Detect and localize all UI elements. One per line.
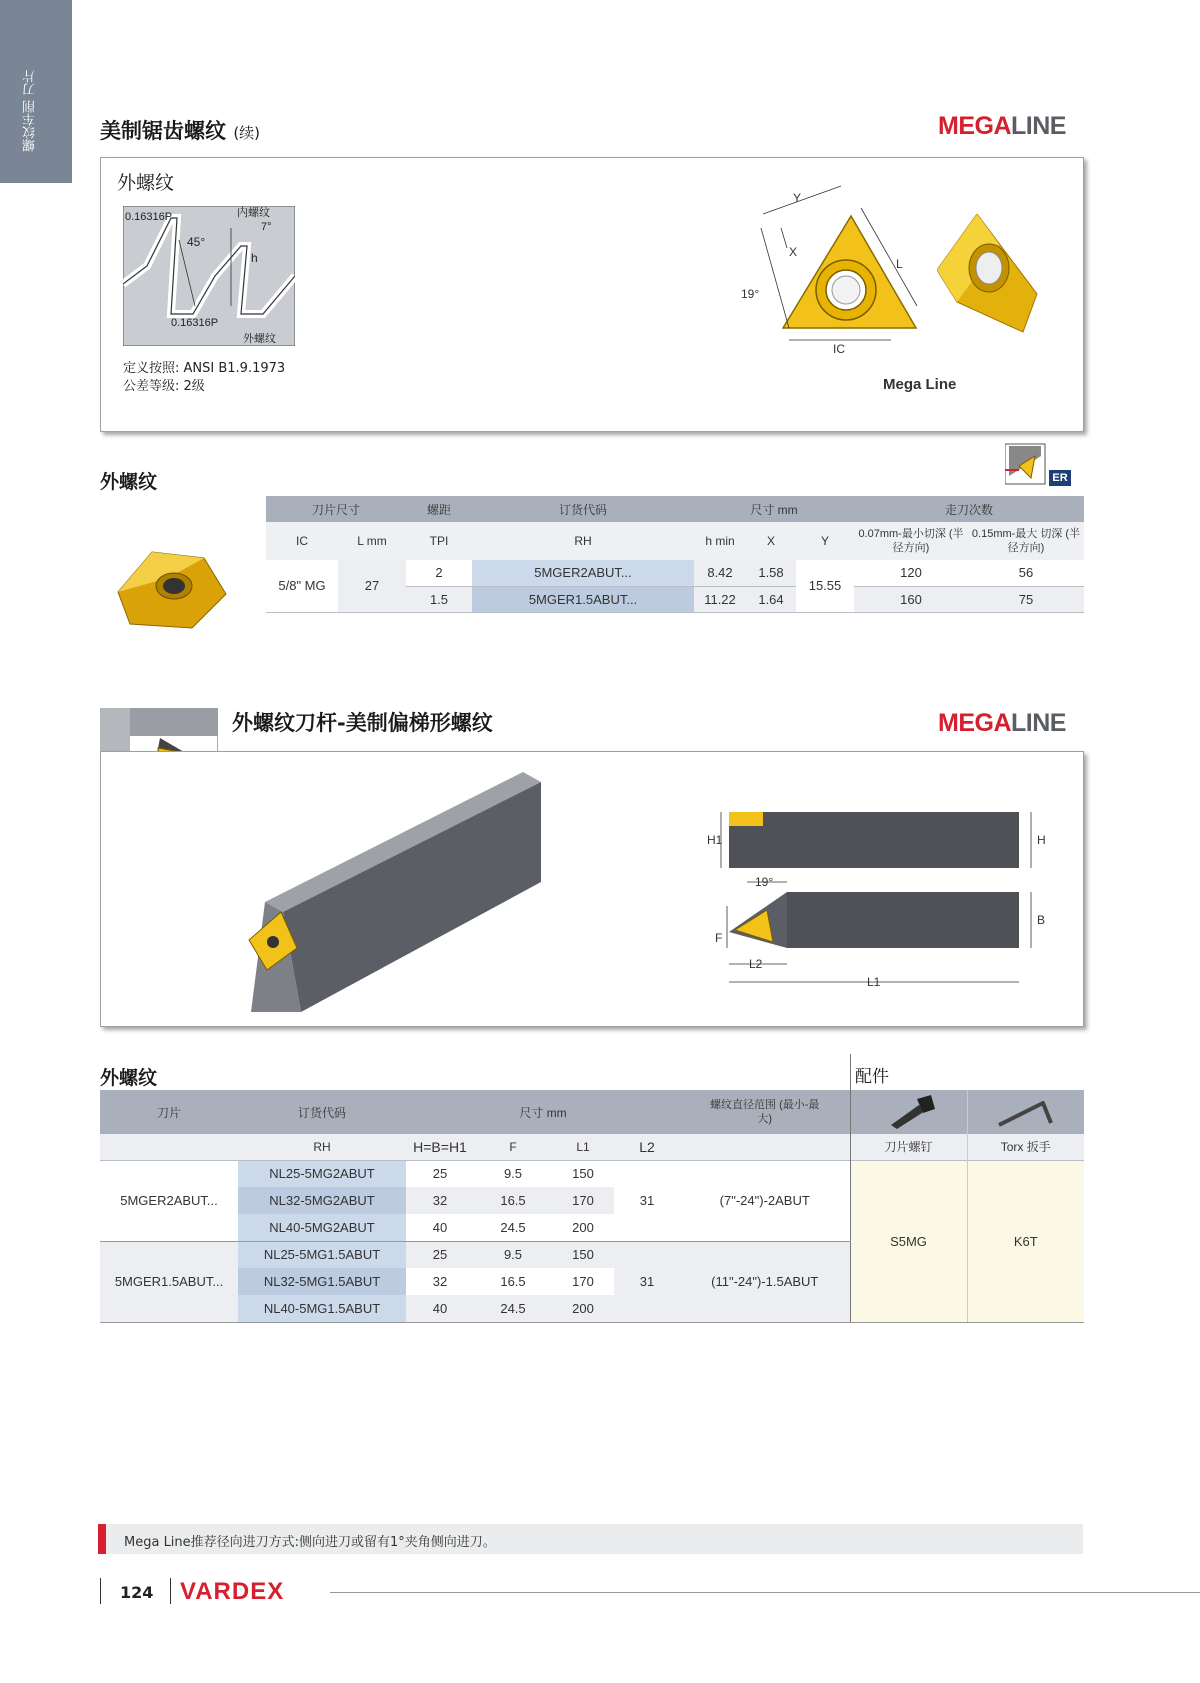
cell-rh: NL40-5MG2ABUT — [238, 1214, 406, 1241]
screw-icon-cell — [850, 1090, 967, 1134]
cell-rh: NL25-5MG2ABUT — [238, 1160, 406, 1187]
grp-dimensions: 尺寸 mm — [406, 1090, 680, 1134]
cell-h: 25 — [432, 1166, 448, 1182]
footer-note-bar — [98, 1524, 1083, 1554]
insert-photo — [108, 548, 228, 634]
cell-y: 15.55 — [796, 560, 854, 612]
cell-ic: 5/8" MG — [266, 560, 338, 612]
insert-label-y: Y — [793, 191, 802, 205]
grp-thread-range: 螺纹直径范围 (最小-最大) — [680, 1090, 850, 1134]
footer-note: Mega Line推荐径向进刀方式:侧向进刀或留有1°夹角侧向进刀。 — [124, 1535, 496, 1550]
cell-x: 1.64 — [746, 586, 796, 612]
cell-range: (7"-24")-2ABUT — [680, 1160, 850, 1241]
insert-dimension-diagram — [741, 178, 941, 358]
cell-l1: 170 — [552, 1187, 614, 1214]
cell-l1: 200 — [552, 1295, 614, 1322]
col-min-depth: 0.07mm-最小切深 (半径方向) — [854, 522, 968, 560]
col-f: F — [474, 1134, 552, 1160]
cell-wrench: K6T — [967, 1160, 1084, 1322]
cell-insert: 5MGER2ABUT... — [100, 1160, 238, 1241]
cell-insert: 5MGER1.5ABUT... — [100, 1241, 238, 1322]
col-rh: RH — [472, 522, 694, 560]
cell-h: 40 — [432, 1219, 448, 1235]
col-ic: IC — [266, 522, 338, 560]
megaline-logo — [938, 112, 1066, 141]
page-divider-left — [100, 1578, 101, 1604]
toolholder-box — [100, 751, 1084, 1027]
cell-passes-max: 75 — [968, 586, 1084, 612]
grp-passes: 走刀次数 — [854, 496, 1084, 522]
cell-rh: NL32-5MG1.5ABUT — [238, 1268, 406, 1295]
cell-l2: 31 — [614, 1160, 680, 1241]
col-wrench: Torx 扳手 — [967, 1134, 1084, 1160]
col-screw: 刀片螺钉 — [850, 1134, 967, 1160]
col-rh: RH — [238, 1134, 406, 1160]
col-hmin: h min — [694, 522, 746, 560]
grp-order-code: 订货代码 — [238, 1090, 406, 1134]
grp-pitch: 螺距 — [406, 496, 472, 522]
logo-mega: MEGA — [938, 709, 1011, 737]
cell-hmin: 11.22 — [694, 586, 746, 612]
label-h: h — [251, 251, 258, 265]
side-tab-label: 螺纹车削 刀片 — [23, 70, 38, 153]
cell-h: 25 — [406, 1241, 474, 1268]
cell-rh: NL25-5MG1.5ABUT — [238, 1241, 406, 1268]
section1-title-text: 美制锯齿螺纹 — [100, 119, 226, 143]
cell-rh: 5MGER1.5ABUT... — [472, 586, 694, 612]
cell-rh: NL32-5MG2ABUT — [238, 1187, 406, 1214]
insert-label-x: X — [789, 245, 798, 259]
cell-l2: 31 — [614, 1241, 680, 1322]
grp-order-code: 订货代码 — [472, 496, 694, 522]
box-heading: 外螺纹 — [117, 172, 175, 194]
label-7deg: 7° — [261, 221, 272, 233]
cell-hmin: 8.42 — [694, 560, 746, 586]
cell-screw: S5MG — [850, 1160, 967, 1322]
col-l1: L1 — [552, 1134, 614, 1160]
cell-h: 40 — [406, 1295, 474, 1322]
cell-f: 24.5 — [474, 1295, 552, 1322]
er-badge: ER — [1049, 470, 1071, 486]
cell-f: 9.5 — [503, 1166, 523, 1182]
grp-dimensions: 尺寸 mm — [694, 496, 854, 522]
thread-profile-box — [100, 157, 1084, 432]
cell-f: 16.5 — [500, 1274, 526, 1289]
cell-h: 32 — [432, 1274, 448, 1289]
dim-l1: L1 — [867, 975, 881, 989]
vardex-logo: VARDEX — [180, 1578, 285, 1605]
cell-rh: 5MGER2ABUT... — [472, 560, 694, 586]
table1-heading: 外螺纹 — [100, 471, 158, 493]
col-y: Y — [796, 522, 854, 560]
col-l: L mm — [338, 522, 406, 560]
label-external: 外螺纹 — [243, 333, 276, 345]
tolerance-note: 公差等级: 2级 — [123, 379, 205, 394]
label-bottom-flat: 0.16316P — [171, 317, 219, 329]
accessories-heading: 配件 — [855, 1067, 889, 1087]
col-hbh1: H=B=H1 — [406, 1134, 474, 1160]
section1-title-suffix: (续) — [233, 124, 261, 142]
page-divider-right — [170, 1578, 171, 1604]
cell-l1: 170 — [572, 1274, 594, 1289]
accessories-divider — [850, 1054, 851, 1090]
grp-insert: 刀片 — [100, 1090, 238, 1134]
cell-tpi: 2 — [406, 560, 472, 586]
dim-l2: L2 — [749, 957, 763, 971]
logo-line: LINE — [1011, 709, 1066, 737]
insert-table — [266, 496, 1084, 613]
cell-f: 9.5 — [474, 1241, 552, 1268]
cell-h: 32 — [406, 1187, 474, 1214]
dim-b: B — [1037, 913, 1046, 927]
megaline-logo-2 — [938, 709, 1066, 738]
dim-h1: H1 — [707, 833, 723, 847]
logo-mega: MEGA — [938, 112, 1011, 140]
cell-passes-min: 160 — [854, 586, 968, 612]
label-top-flat: 0.16316P — [125, 211, 173, 223]
insert-3d-render — [937, 214, 1047, 344]
cell-l: 27 — [338, 560, 406, 612]
cell-f: 16.5 — [474, 1187, 552, 1214]
insert-screw-icon — [879, 1091, 939, 1131]
dim-h: H — [1037, 833, 1046, 847]
footer-rule — [330, 1592, 1200, 1593]
cell-l1: 150 — [572, 1166, 594, 1182]
table2-heading: 外螺纹 — [100, 1067, 158, 1089]
insert-label-ic: IC — [833, 342, 845, 356]
side-tab — [0, 0, 72, 183]
standard-note: 定义按照: ANSI B1.9.1973 — [123, 361, 286, 376]
col-max-depth: 0.15mm-最大 切深 (半径方向) — [968, 522, 1084, 560]
cell-l1: 150 — [552, 1241, 614, 1268]
section2-title: 外螺纹刀杆-美制偏梯形螺纹 — [232, 711, 493, 735]
insert-label-l: L — [896, 257, 903, 271]
toolholder-3d-render — [241, 772, 661, 1012]
dim-angle: 19° — [755, 875, 774, 889]
section1-title — [100, 115, 260, 145]
cell-range: (11"-24")-1.5ABUT — [680, 1241, 850, 1322]
label-internal: 内螺纹 — [237, 207, 270, 219]
col-x: X — [746, 522, 796, 560]
logo-line: LINE — [1011, 112, 1066, 140]
cell-tpi: 1.5 — [406, 586, 472, 612]
cell-rh: NL40-5MG1.5ABUT — [238, 1295, 406, 1322]
cell-l1: 200 — [572, 1219, 594, 1235]
thread-profile-diagram — [123, 206, 295, 346]
cell-x: 1.58 — [746, 560, 796, 586]
grp-insert-size: 刀片尺寸 — [266, 496, 406, 522]
col-l2: L2 — [614, 1134, 680, 1160]
toolholder-table — [100, 1090, 1084, 1323]
torx-wrench-icon — [991, 1091, 1061, 1131]
wrench-icon-cell — [967, 1090, 1084, 1134]
label-45: 45° — [187, 235, 206, 249]
toolholder-2d-views — [707, 806, 1067, 1006]
cell-passes-max: 56 — [968, 560, 1084, 586]
mega-line-caption: Mega Line — [883, 376, 957, 393]
insert-label-angle: 19° — [741, 287, 760, 301]
page-number: 124 — [120, 1583, 154, 1602]
cell-f: 24.5 — [500, 1219, 526, 1235]
cell-passes-min: 120 — [854, 560, 968, 586]
dim-f: F — [715, 931, 723, 945]
footer-red-marker — [98, 1524, 106, 1554]
col-tpi: TPI — [406, 522, 472, 560]
